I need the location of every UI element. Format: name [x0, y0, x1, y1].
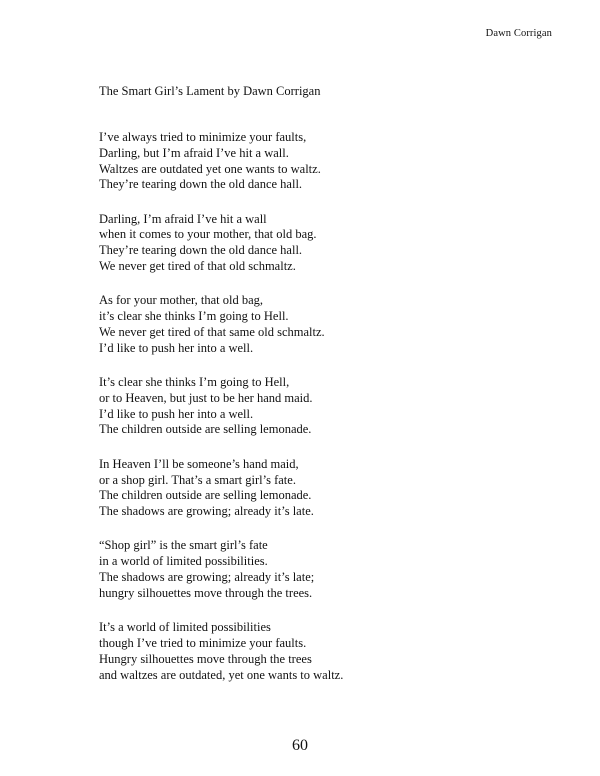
poem-line: They’re tearing down the old dance hall.	[99, 177, 303, 192]
poem-line: Hungry silhouettes move through the trees	[99, 651, 312, 666]
poem-line: It’s clear she thinks I’m going to Hell,	[99, 375, 290, 390]
poem-title: The Smart Girl’s Lament by Dawn Corrigan	[99, 84, 321, 98]
stanza	[99, 620, 519, 683]
stanza	[99, 538, 519, 601]
stanza	[99, 375, 519, 438]
poem-line: Waltzes are outdated yet one wants to waltz.	[99, 161, 321, 176]
poem-line: or to Heaven, but just to be her hand maid.	[99, 390, 313, 405]
poem-line: The children outside are selling lemonade.	[99, 422, 312, 437]
page-number: 60	[292, 737, 308, 754]
poem-line: Darling, I’m afraid I’ve hit a wall	[99, 211, 267, 226]
poem-line: We never get tired of that same old schmaltz.	[99, 324, 325, 339]
poem-line: in a world of limited possibilities.	[99, 554, 268, 569]
poem-line: As for your mother, that old bag,	[99, 293, 264, 308]
poem-line: when it comes to your mother, that old bag.	[99, 227, 317, 242]
poem-line: In Heaven I’ll be someone’s hand maid,	[99, 456, 299, 471]
poem-line: I’d like to push her into a well.	[99, 340, 254, 355]
poem-line: The shadows are growing; already it’s late.	[99, 504, 314, 519]
poem-line: The children outside are selling lemonade.	[99, 488, 312, 503]
poem-line: I’d like to push her into a well.	[99, 406, 254, 421]
poem-line: We never get tired of that old schmaltz.	[99, 259, 296, 274]
poem-line: “Shop girl” is the smart girl’s fate	[99, 538, 268, 553]
poem-line: The shadows are growing; already it’s late;	[99, 570, 315, 585]
poem-line: I’ve always tried to minimize your faults,	[99, 130, 307, 144]
stanza	[99, 457, 519, 520]
poem-line: It’s a world of limited possibilities	[99, 620, 271, 635]
poem-line: hungry silhouettes move through the trees.	[99, 585, 313, 600]
poem-line: or a shop girl. That’s a smart girl’s fate.	[99, 472, 296, 487]
poem-line: it’s clear she thinks I’m going to Hell.	[99, 309, 289, 324]
poem-body	[99, 130, 519, 702]
stanza	[99, 212, 519, 275]
stanza	[99, 293, 519, 356]
poem-line: Darling, but I’m afraid I’ve hit a wall.	[99, 145, 289, 160]
stanza	[99, 130, 519, 193]
poem-line: They’re tearing down the old dance hall.	[99, 243, 303, 258]
poem-line: and waltzes are outdated, yet one wants to waltz.	[99, 667, 344, 682]
poem-line: though I’ve tried to minimize your faults.	[99, 635, 307, 650]
running-header-author: Dawn Corrigan	[485, 28, 552, 39]
